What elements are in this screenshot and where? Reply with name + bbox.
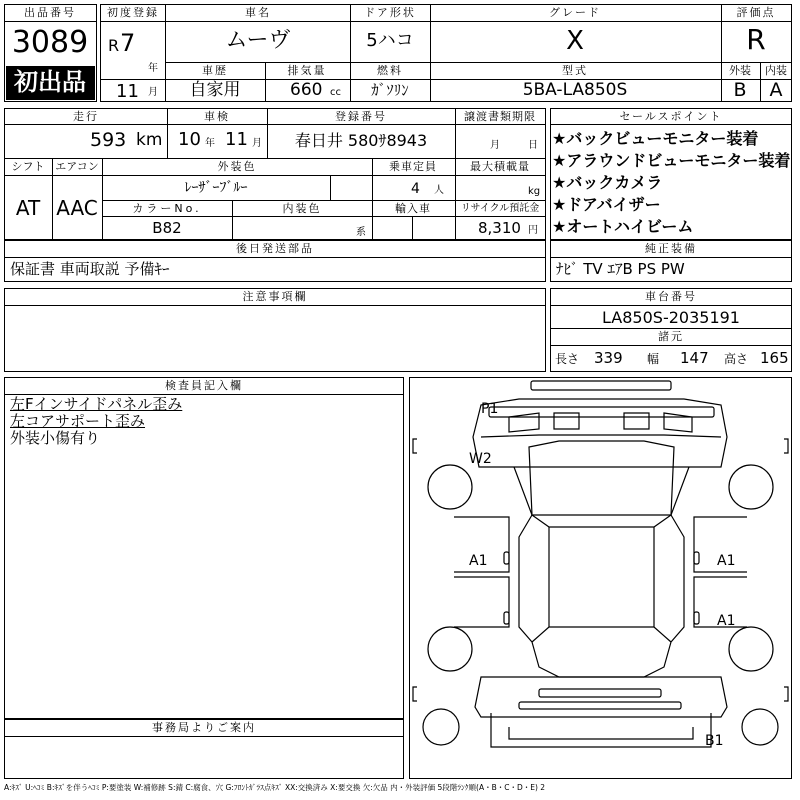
width-label: 幅 <box>647 352 660 366</box>
ext-label: 外装 <box>729 64 751 77</box>
sales-point: ★バックビューモニター装着 <box>552 129 759 148</box>
fuel: ｶﾞｿﾘﾝ <box>371 81 409 99</box>
damage-mark-a1-left: A1 <box>469 553 488 569</box>
int-label: 内装 <box>765 64 787 77</box>
dims-label: 諸元 <box>658 330 684 343</box>
chassis-number: LA850S-2035191 <box>602 308 740 327</box>
equipment-label: 純正装備 <box>645 242 697 255</box>
shift: AT <box>15 196 41 220</box>
damage-mark-a1-right-rear: A1 <box>717 613 736 629</box>
mileage-label: 走行 <box>73 110 99 123</box>
disp-label: 排気量 <box>287 64 327 77</box>
door-type: 5ハコ <box>366 30 414 51</box>
damage-mark-a1-right-front: A1 <box>717 553 736 569</box>
inspection-month-unit: 月 <box>252 138 262 149</box>
history: 自家用 <box>189 80 241 100</box>
sales-point: ★オートハイビーム <box>552 217 694 236</box>
transfer-month: 月 <box>490 140 500 151</box>
inspector-note: 左コアサポート歪み <box>10 412 146 430</box>
month-unit: 月 <box>148 87 158 98</box>
transfer-label: 譲渡書類期限 <box>464 110 536 123</box>
ac: AAC <box>56 196 98 220</box>
car-damage-diagram <box>409 377 792 779</box>
int-score: A <box>769 79 783 101</box>
sales-point: ★ドアバイザー <box>552 195 661 214</box>
model-code: 5BA-LA850S <box>522 80 628 100</box>
sales-point: ★アラウンドビューモニター装着 <box>552 151 791 170</box>
damage-mark-b1: B1 <box>705 733 724 749</box>
car-name: ムーヴ <box>225 28 291 53</box>
mileage-unit: km <box>136 130 163 150</box>
inspector-note: 左Fインサイドパネル歪み <box>10 395 183 413</box>
recycle-label: リサイクル預託金 <box>460 203 540 214</box>
load-unit: kg <box>528 186 541 197</box>
mileage: 593 <box>90 129 127 151</box>
recycle-amount: 8,310 <box>478 219 521 237</box>
legend: A:ｷｽﾞ U:ﾍｺﾐ B:ｷｽﾞを伴うﾍｺﾐ P:要塗装 W:補修跡 S:錆 C:腐食、穴 G:ﾌﾛﾝﾄｶﾞﾗｽ点ｷｽﾞ XX:交換済み X:要交換 欠:欠品 内・外装評価 5段階ﾗﾝｸ順(A・B・C・D・E) 2 <box>4 783 546 792</box>
inspection-label: 車検 <box>204 110 230 123</box>
capacity: 4 <box>411 181 420 197</box>
color: ﾚｰｻﾞｰﾌﾞﾙｰ <box>184 180 248 196</box>
width: 147 <box>680 349 709 367</box>
ac-label: エアコン <box>55 160 99 173</box>
first-reg-month: 11 <box>116 81 139 102</box>
height-label: 高さ <box>724 352 749 366</box>
height: 165 <box>760 349 789 367</box>
lot-number: 3089 <box>11 25 89 60</box>
model-label: 型式 <box>562 64 588 77</box>
grade: X <box>566 26 584 56</box>
score: R <box>746 23 766 56</box>
color-label: 外装色 <box>217 160 257 173</box>
inspector-label: 検査員記入欄 <box>165 379 243 392</box>
inspection-month: 11 <box>225 129 248 150</box>
ext-score: B <box>733 79 747 101</box>
score-label: 評価点 <box>736 6 776 19</box>
length: 339 <box>594 349 623 367</box>
damage-mark-p1: P1 <box>481 401 499 417</box>
year-unit: 年 <box>148 63 158 74</box>
notes-label: 注意事項欄 <box>242 290 308 303</box>
grade-label: グレード <box>549 6 601 19</box>
door-label: ドア形状 <box>364 6 416 19</box>
color-no: B82 <box>152 219 182 237</box>
inspection-year: 10 <box>178 129 201 150</box>
info-grid <box>4 108 546 240</box>
sales-points-label: セールスポイント <box>619 110 723 123</box>
capacity-unit: 人 <box>434 185 444 196</box>
era: R <box>108 36 120 55</box>
fuel-label: 燃料 <box>377 64 403 77</box>
recycle-unit: 円 <box>528 225 538 236</box>
equipment: ﾅﾋﾞ TV ｴｱB PS PW <box>556 260 685 278</box>
first-reg-label: 初度登録 <box>107 6 159 19</box>
int-color-label: 内装色 <box>282 202 322 215</box>
load-label: 最大積載量 <box>470 160 530 173</box>
transfer-day: 日 <box>528 140 538 151</box>
length-label: 長さ <box>555 352 580 366</box>
later-parts: 保証書 車両取説 予備ｷｰ <box>10 260 170 278</box>
plate-number: 春日井 580ｻ8943 <box>294 131 428 150</box>
import-label: 輸入車 <box>395 202 431 215</box>
sales-point: ★バックカメラ <box>552 173 663 192</box>
damage-mark-w2: W2 <box>469 451 492 467</box>
disp-unit: cc <box>330 87 341 98</box>
name-label: 車名 <box>245 6 271 19</box>
color-no-label: カラーNo. <box>132 202 202 215</box>
first-listing-text: 初出品 <box>14 68 86 96</box>
later-parts-label: 後日発送部品 <box>236 242 314 255</box>
office-label: 事務局よりご案内 <box>152 721 256 734</box>
inspection-year-unit: 年 <box>205 138 215 149</box>
history-label: 車歴 <box>202 64 228 77</box>
chassis-label: 車台番号 <box>645 290 697 303</box>
int-color-unit: 系 <box>356 227 366 238</box>
plate-label: 登録番号 <box>335 110 387 123</box>
lot-label: 出品番号 <box>24 6 76 19</box>
first-reg-year: 7 <box>120 29 136 57</box>
displacement: 660 <box>290 80 323 100</box>
shift-label: シフト <box>11 160 45 173</box>
capacity-label: 乗車定員 <box>389 160 437 173</box>
inspector-note: 外装小傷有り <box>10 429 101 447</box>
